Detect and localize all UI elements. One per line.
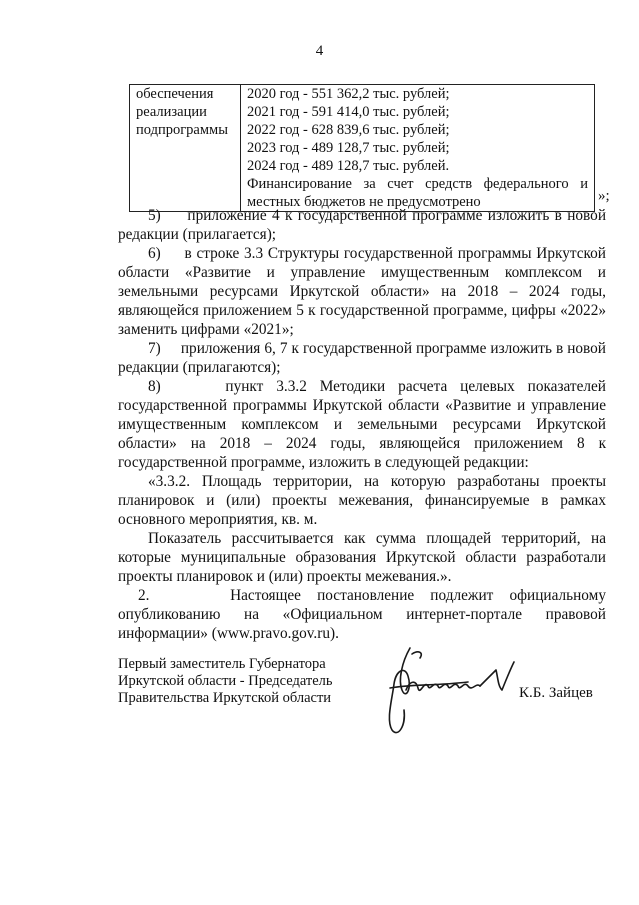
table-value-line: 2022 год - 628 839,6 тыс. рублей; bbox=[247, 122, 450, 138]
table-value-line: 2020 год - 551 362,2 тыс. рублей; bbox=[247, 86, 450, 102]
paragraph-item-7: 7) приложения 6, 7 к государственной программе изложить в новой редакции (прилагаются); bbox=[118, 340, 606, 376]
table-label-line: реализации bbox=[136, 104, 207, 120]
signatory-title bbox=[118, 656, 333, 707]
table-label-line: подпрограммы bbox=[136, 122, 228, 138]
table-label-line: обеспечения bbox=[136, 86, 214, 102]
table-value-line: Финансирование за счет средств федерального и bbox=[247, 176, 588, 192]
signatory-name: К.Б. Зайцев bbox=[519, 685, 593, 701]
signatory-title-line: Первый заместитель Губернатора bbox=[118, 656, 326, 672]
paragraph-item-6: 6) в строке 3.3 Структуры государственной программы Иркутской области «Развитие и управление имущественным комплексом и земельными ресурсами Иркутской области» на 2018 – 2024 годы, являющейся приложением 5 к государственной программе, цифры «2022» заменить цифрами «2021»; bbox=[118, 245, 606, 338]
financing-table bbox=[129, 84, 595, 212]
table-closing-quote: »; bbox=[598, 188, 610, 204]
table-row bbox=[130, 85, 595, 212]
table-value-line: 2023 год - 489 128,7 тыс. рублей; bbox=[247, 140, 450, 156]
paragraph-item-2: 2. Настоящее постановление подлежит официальному опубликованию на «Официальном интернет-портале правовой информации» (www.pravo.gov.ru). bbox=[118, 587, 606, 642]
table-value-line: местных бюджетов не предусмотрено bbox=[247, 194, 481, 210]
signatory-title-line: Правительства Иркутской области bbox=[118, 690, 332, 706]
table-cell-values bbox=[241, 85, 595, 212]
table-cell-label bbox=[130, 85, 241, 212]
paragraph-item-8: 8) пункт 3.3.2 Методики расчета целевых показателей государственной программы Иркутской области «Развитие и управление имущественным комплексом и земельными ресурсами Иркутской области» на 2018 – 2024 годы, являющейся приложением 8 к государственной программе, изложить в следующей редакции: bbox=[118, 378, 606, 471]
paragraph-quote-3-3-2: «3.3.2. Площадь территории, на которую разработаны проекты планировок и (или) проекты межевания, финансируемые в рамках основного мероприятия, кв. м. bbox=[118, 473, 606, 528]
handwritten-signature-icon bbox=[372, 640, 522, 740]
paragraph-indicator: Показатель рассчитывается как сумма площадей территорий, на которые муниципальные образования Иркутской области разработали проекты планировок и (или) проекты межевания.». bbox=[118, 530, 606, 585]
signatory-title-line: Иркутской области - Председатель bbox=[118, 673, 333, 689]
table-value-line: 2021 год - 591 414,0 тыс. рублей; bbox=[247, 104, 450, 120]
body-text bbox=[118, 206, 606, 643]
paragraph-item-5: 5) приложение 4 к государственной программе изложить в новой редакции (прилагается); bbox=[118, 207, 606, 243]
page-number: 4 bbox=[315, 43, 324, 59]
table-value-line: 2024 год - 489 128,7 тыс. рублей. bbox=[247, 158, 450, 174]
